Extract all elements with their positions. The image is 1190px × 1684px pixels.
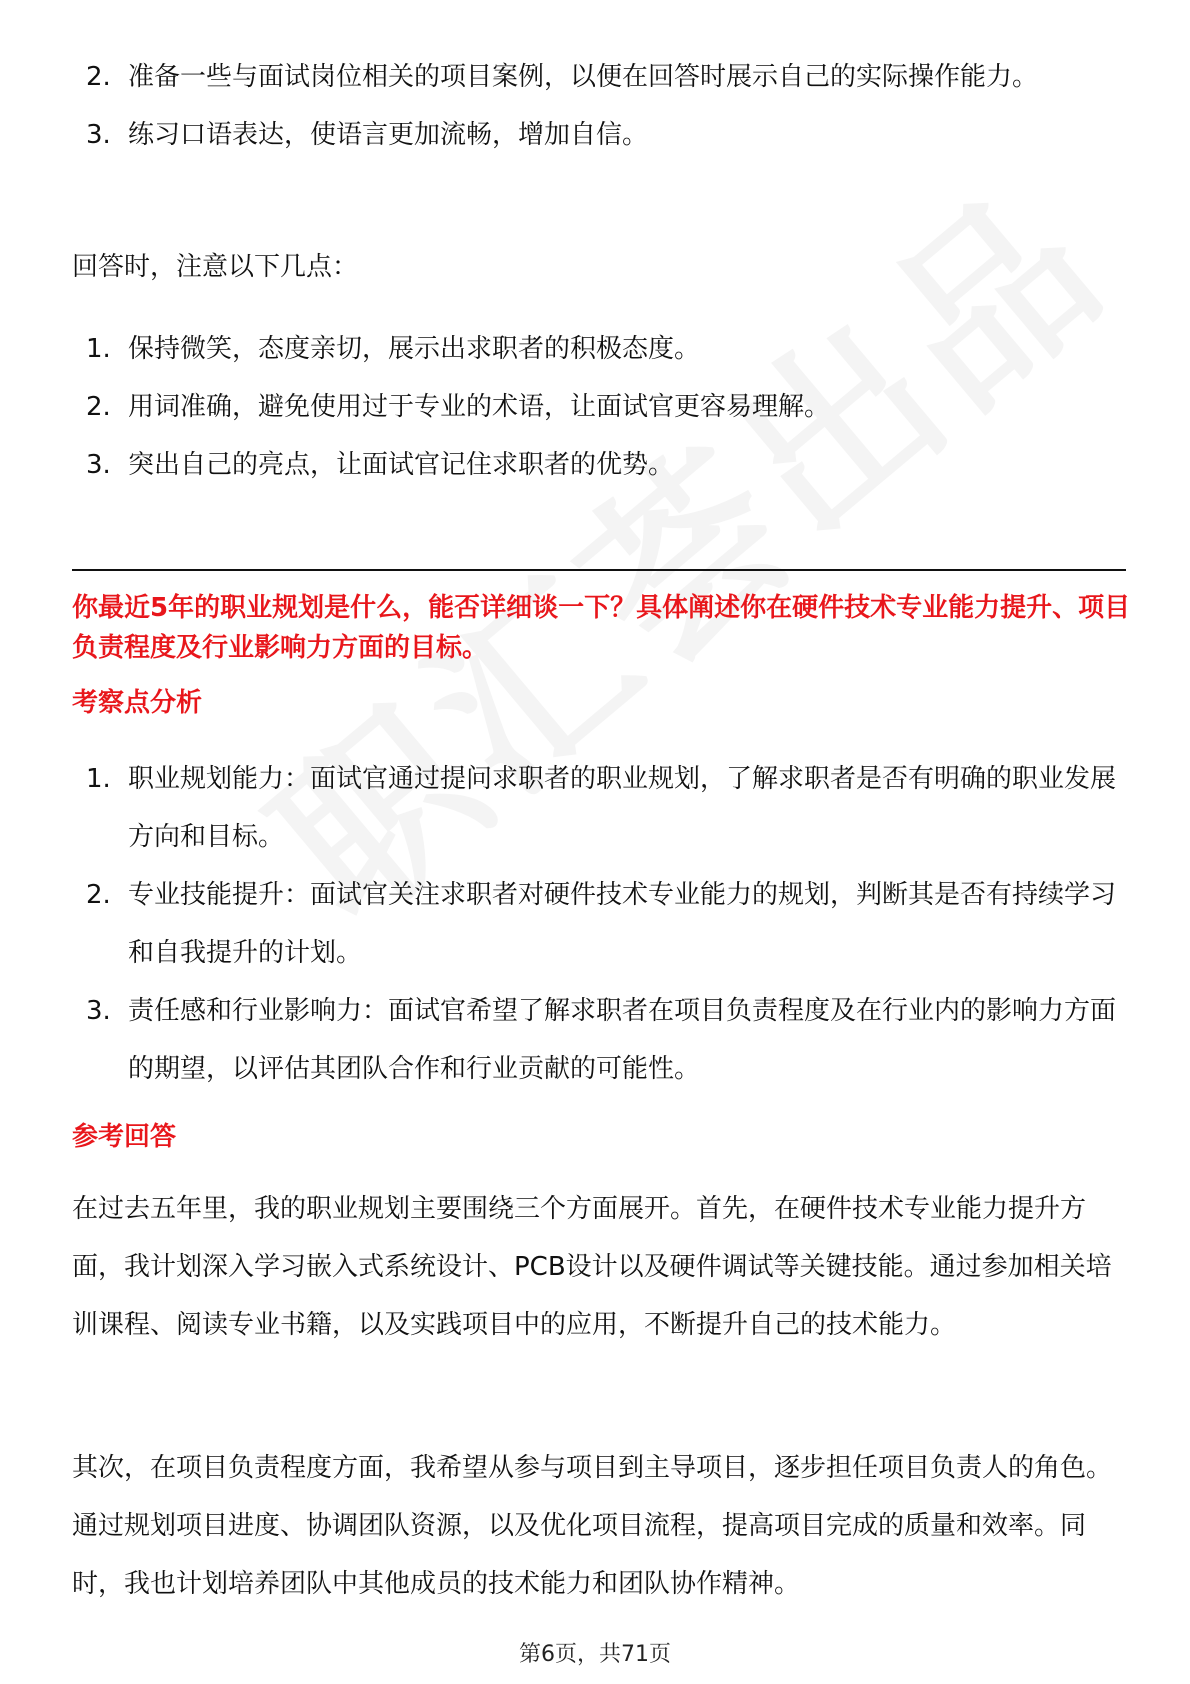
list-number: 2.: [86, 62, 111, 92]
answer-paragraph: 其次，在项目负责程度方面，我希望从参与项目到主导项目，逐步担任项目负责人的角色。通过规划项目进度、协调团队资源，以及优化项目流程，提高项目完成的质量和效率。同时，我也计划培养团队中其他成员的技术能力和团队协作精神。: [72, 1453, 1113, 1599]
preparation-list: [72, 48, 1122, 164]
list-item-text: 责任感和行业影响力：面试官希望了解求职者在项目负责程度及在行业内的影响力方面的期望，以评估其团队合作和行业贡献的可能性。: [128, 996, 1117, 1084]
analysis-list: [72, 750, 1122, 1098]
list-item-text: 专业技能提升：面试官关注求职者对硬件技术专业能力的规划，判断其是否有持续学习和自我提升的计划。: [128, 880, 1117, 968]
list-item: [72, 866, 1122, 982]
list-item: [72, 436, 1122, 494]
list-item: [72, 378, 1122, 436]
list-item: [72, 320, 1122, 378]
intro-text: 回答时，注意以下几点：: [72, 252, 359, 282]
list-item: [72, 106, 1122, 164]
list-item-text: 职业规划能力：面试官通过提问求职者的职业规划，了解求职者是否有明确的职业发展方向和目标。: [128, 764, 1117, 852]
list-item: [72, 48, 1122, 106]
attention-points-list: [72, 320, 1122, 494]
list-number: 3.: [86, 996, 111, 1026]
list-number: 2.: [86, 392, 111, 422]
reference-answer-heading: 参考回答: [72, 1122, 177, 1152]
list-item-text: 突出自己的亮点，让面试官记住求职者的优势。: [128, 450, 675, 480]
section-divider: [72, 569, 1126, 571]
list-item-text: 保持微笑，态度亲切，展示出求职者的积极态度。: [128, 334, 701, 364]
analysis-heading: 考察点分析: [72, 688, 203, 718]
list-number: 1.: [86, 764, 111, 794]
page-footer: 第6页，共71页: [519, 1642, 671, 1667]
question-heading: 你最近5年的职业规划是什么，能否详细谈一下？具体阐述你在硬件技术专业能力提升、项目负责程度及行业影响力方面的目标。: [72, 593, 1131, 663]
list-item-text: 用词准确，避免使用过于专业的术语，让面试官更容易理解。: [128, 392, 831, 422]
answer-paragraph: 在过去五年里，我的职业规划主要围绕三个方面展开。首先，在硬件技术专业能力提升方面，我计划深入学习嵌入式系统设计、PCB设计以及硬件调试等关键技能。通过参加相关培训课程、阅读专业书籍，以及实践项目中的应用，不断提升自己的技术能力。: [72, 1194, 1112, 1340]
list-item-text: 练习口语表达，使语言更加流畅，增加自信。: [128, 120, 649, 150]
list-number: 1.: [86, 334, 111, 364]
list-item: [72, 982, 1122, 1098]
list-number: 2.: [86, 880, 111, 910]
list-item-text: 准备一些与面试岗位相关的项目案例，以便在回答时展示自己的实际操作能力。: [128, 62, 1039, 92]
list-number: 3.: [86, 450, 111, 480]
list-number: 3.: [86, 120, 111, 150]
list-item: [72, 750, 1122, 866]
